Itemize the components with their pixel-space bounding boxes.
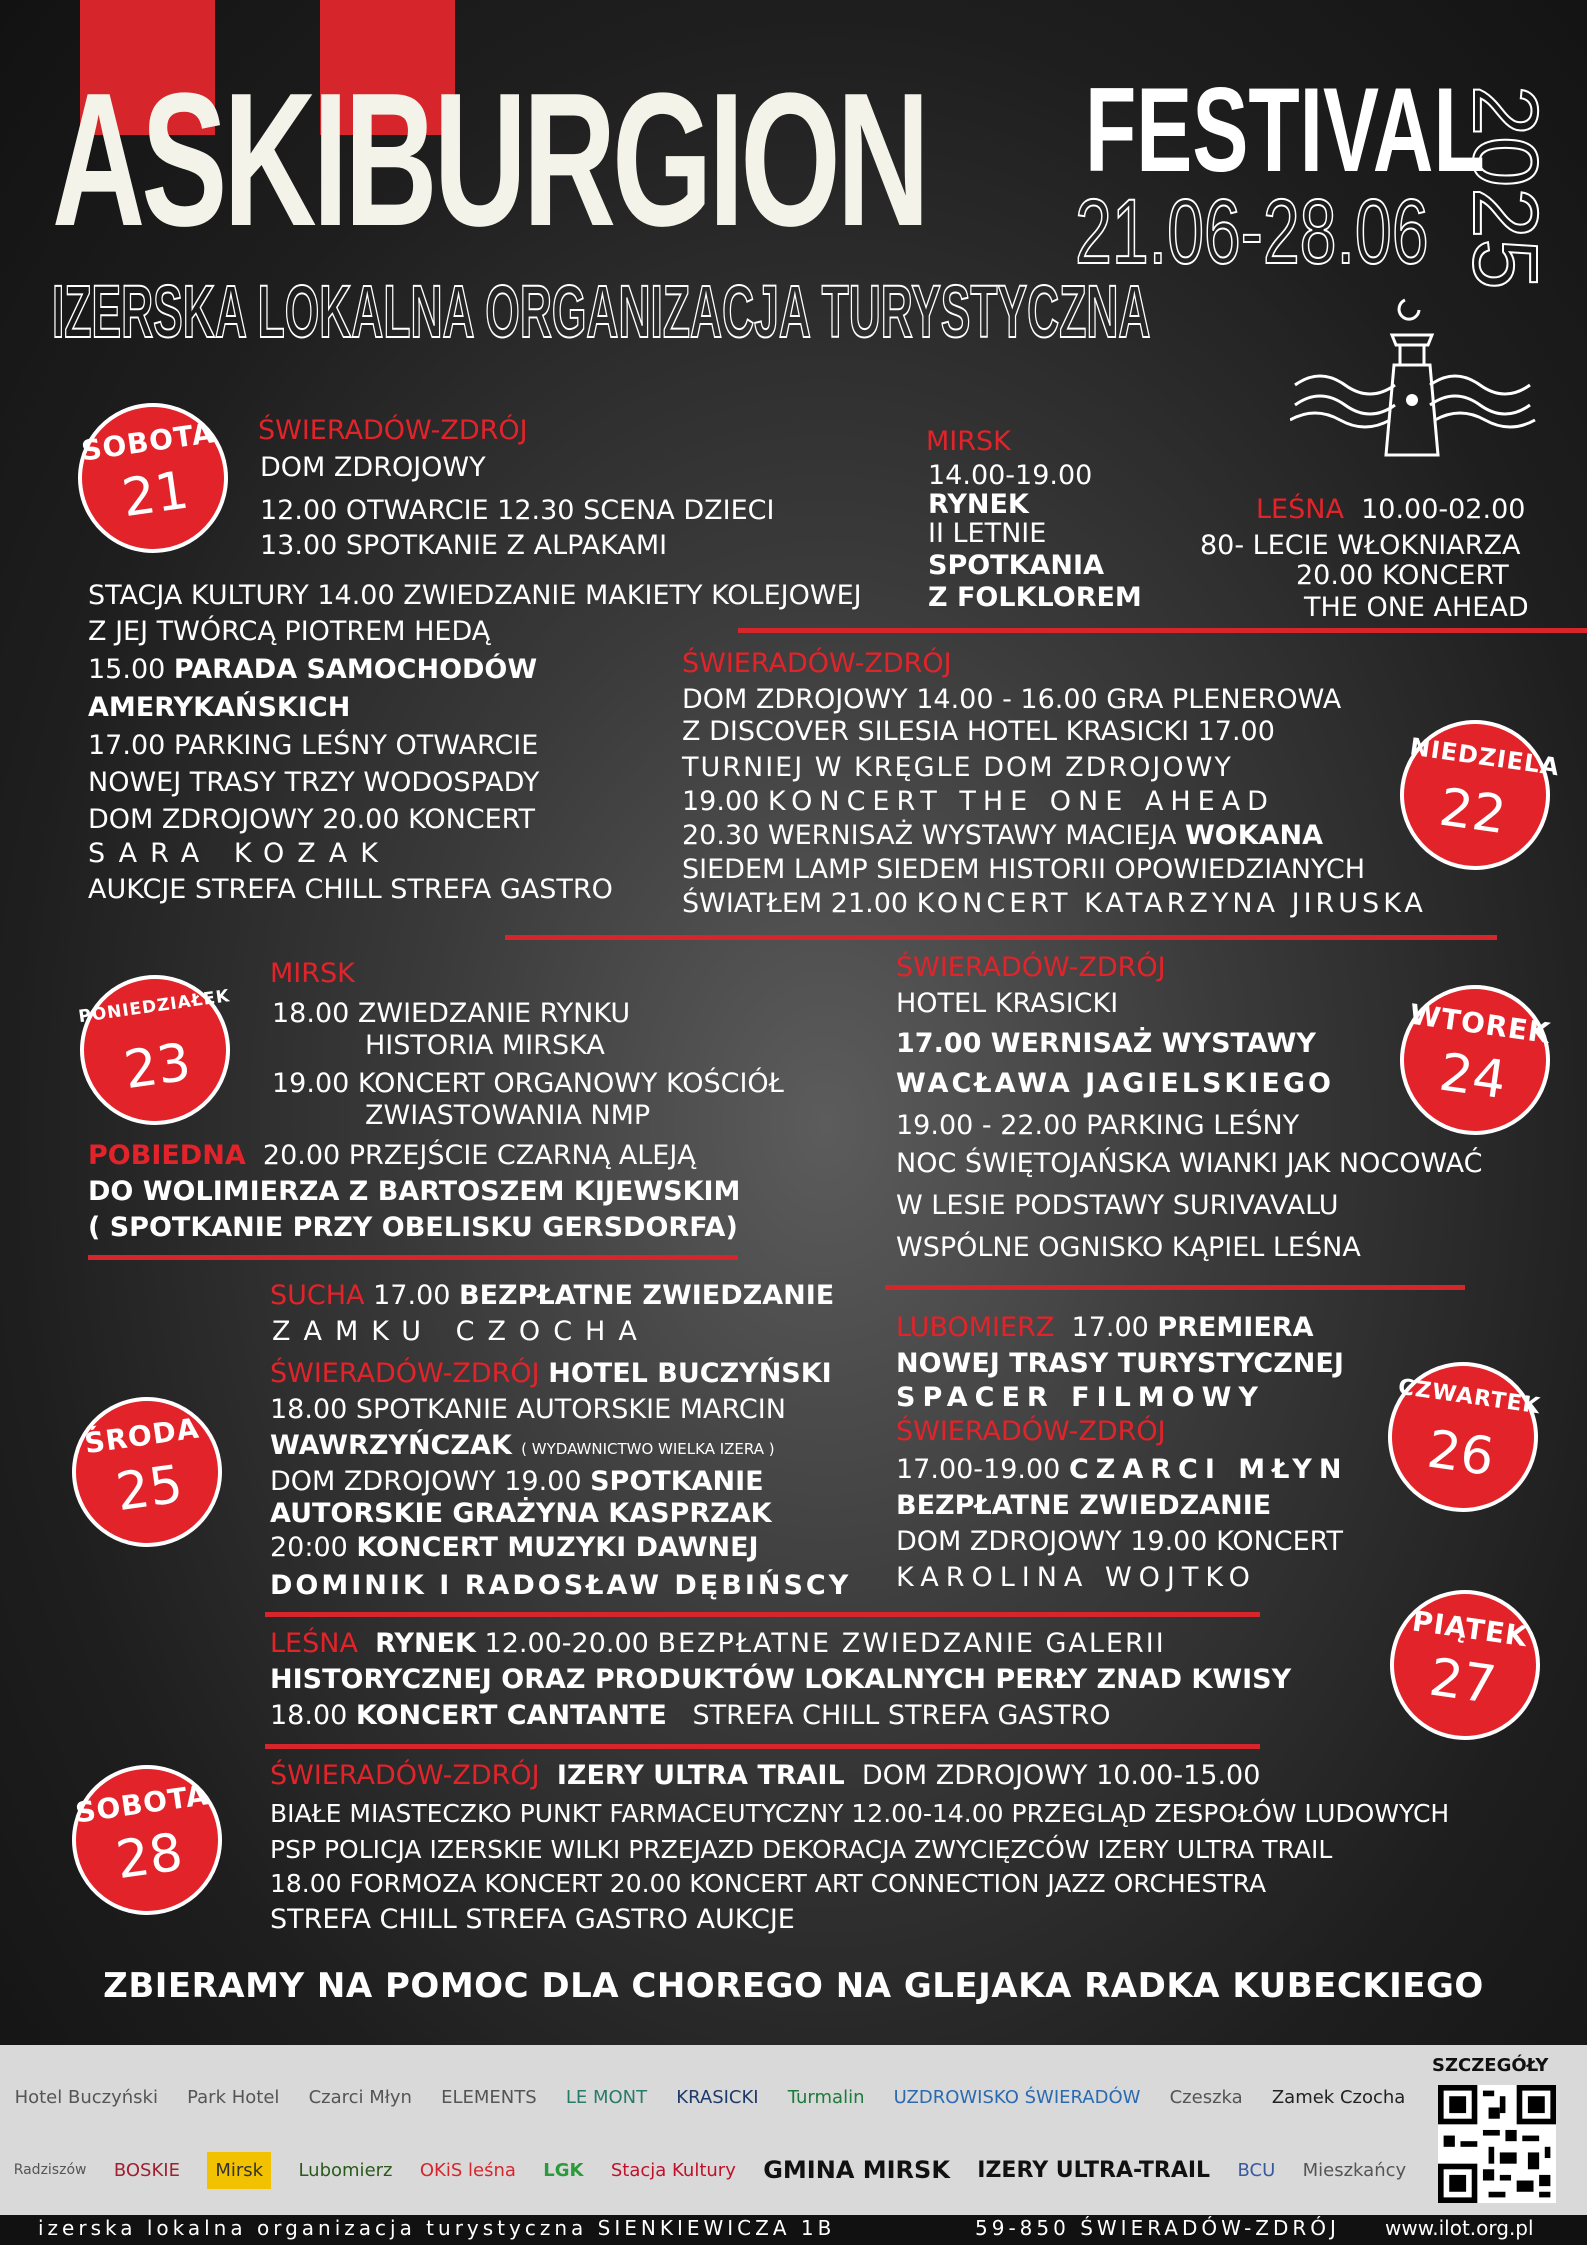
event-line: ZAMKU CZOCHA <box>272 1316 650 1347</box>
event-time: 12.00-20.00 <box>484 1628 649 1659</box>
event-line: DOM ZDROJOWY 14.00 - 16.00 GRA PLENEROWA <box>682 684 1342 715</box>
venue-label: ŚWIERADÓW-ZDRÓJ <box>896 1416 1166 1447</box>
sponsor-logo[interactable]: Czeszka <box>1169 2086 1243 2108</box>
sponsor-logo[interactable]: Radziszów <box>13 2162 87 2178</box>
badge-day: PIĄTEK <box>1410 1604 1530 1654</box>
event-line: WACŁAWA JAGIELSKIEGO <box>896 1068 1334 1099</box>
event-text: DOM ZDROJOWY 10.00-15.00 <box>861 1760 1261 1791</box>
separator-line <box>265 1612 1260 1617</box>
event-line: STACJA KULTURY 14.00 ZWIEDZANIE MAKIETY KOLEJOWEJ <box>88 580 862 611</box>
event-line: DO WOLIMIERZA Z BARTOSZEM KIJEWSKIM <box>88 1176 741 1207</box>
event-title: HOTEL BUCZYŃSKI <box>548 1358 832 1389</box>
event-line: 14.00-19.00 <box>928 460 1093 491</box>
event-line: HISTORIA MIRSKA <box>365 1030 605 1061</box>
event-line <box>270 1428 775 1467</box>
charity-appeal: ZBIERAMY NA POMOC DLA CHOREGO NA GLEJAKA RADKA KUBECKIEGO <box>103 1966 1484 2006</box>
event-title: KONCERT CANTANTE <box>355 1700 667 1731</box>
event-line: AUKCJE STREFA CHILL STREFA GASTRO <box>88 874 613 905</box>
event-line: 19.00 - 22.00 PARKING LEŚNY <box>896 1110 1300 1141</box>
event-line: 17.00 PARKING LEŚNY OTWARCIE <box>88 730 539 761</box>
event-line <box>270 1356 832 1392</box>
separator-line <box>505 935 1497 940</box>
event-note: ( WYDAWNICTWO WIELKA IZERA ) <box>521 1440 775 1458</box>
event-line <box>270 1698 1110 1734</box>
event-line: DOMINIK I RADOSŁAW DĘBIŃSCY <box>270 1570 852 1601</box>
sponsor-logo[interactable]: Lubomierz <box>298 2159 393 2181</box>
badge-num: 21 <box>118 460 193 530</box>
sponsor-logo[interactable]: GMINA MIRSK <box>763 2156 950 2184</box>
event-title: RYNEK <box>375 1628 476 1659</box>
badge-num: 25 <box>112 1454 187 1524</box>
event-line <box>896 1310 1313 1346</box>
event-title: BEZPŁATNE ZWIEDZANIE <box>459 1280 835 1311</box>
badge-num: 26 <box>1423 1419 1498 1489</box>
event-line: 13.00 SPOTKANIE Z ALPAKAMI <box>260 530 668 561</box>
festival-dates: 21.06-28.06 <box>1075 181 1429 283</box>
event-line: 17.00 WERNISAŻ WYSTAWY <box>896 1028 1316 1059</box>
venue-label: MIRSK <box>270 958 355 989</box>
footer-address: 59-850 ŚWIERADÓW-ZDRÓJ <box>975 2216 1340 2240</box>
separator-line <box>738 628 1587 633</box>
event-line <box>682 886 1427 922</box>
event-line <box>270 1626 1166 1662</box>
sponsor-row-1 <box>0 2067 1420 2127</box>
event-line <box>88 1138 696 1174</box>
event-line: WSPÓLNE OGNISKO KĄPIEL LEŚNA <box>896 1232 1361 1263</box>
event-line: II LETNIE <box>928 518 1047 549</box>
event-line <box>682 784 1275 820</box>
event-title: WOKANA <box>1184 820 1323 851</box>
event-line: 12.00 OTWARCIE 12.30 SCENA DZIECI <box>260 495 775 526</box>
sponsor-bar <box>0 2045 1587 2215</box>
event-line: NOC ŚWIĘTOJAŃSKA WIANKI JAK NOCOWAĆ <box>896 1148 1483 1179</box>
event-line: 80- LECIE WŁOKNIARZA <box>1200 530 1521 561</box>
sponsor-logo[interactable]: KRASICKI <box>676 2086 759 2108</box>
venue-label: POBIEDNA <box>88 1140 246 1171</box>
event-line <box>1256 492 1525 528</box>
event-time: 20:00 <box>270 1532 348 1563</box>
sponsor-logo[interactable]: IZERY ULTRA-TRAIL <box>977 2157 1211 2183</box>
badge-num: 23 <box>120 1032 195 1102</box>
footer-bar <box>0 2215 1587 2245</box>
event-line: KAROLINA WOJTKO <box>896 1562 1257 1593</box>
venue-label: ŚWIERADÓW-ZDRÓJ <box>258 415 528 446</box>
event-line: NOWEJ TRASY TRZY WODOSPADY <box>88 767 540 798</box>
festival-year: 2025 <box>1454 85 1556 290</box>
event-line: Z DISCOVER SILESIA HOTEL KRASICKI 17.00 <box>682 716 1275 747</box>
event-line: ZWIASTOWANIA NMP <box>365 1100 651 1131</box>
event-text: ŚWIATŁEM 21.00 <box>682 888 909 919</box>
badge-num: 27 <box>1425 1647 1500 1717</box>
badge-day: WTOREK <box>1407 997 1553 1051</box>
event-line <box>682 818 1323 854</box>
event-line: AUTORSKIE GRAŻYNA KASPRZAK <box>270 1498 772 1529</box>
event-title: WAWRZYŃCZAK <box>270 1430 512 1461</box>
qr-code-icon[interactable] <box>1438 2085 1556 2203</box>
badge-num: 22 <box>1435 777 1510 847</box>
event-title: SPOTKANIE <box>590 1466 764 1497</box>
event-line: BIAŁE MIASTECZKO PUNKT FARMACEUTYCZNY 12.00-14.00 PRZEGLĄD ZESPOŁÓW LUDOWYCH <box>270 1799 1450 1828</box>
event-title: PARADA SAMOCHODÓW <box>173 654 538 685</box>
sponsor-logo[interactable]: BOSKIE <box>113 2159 180 2181</box>
badge-num: 28 <box>112 1822 187 1892</box>
sponsor-logo[interactable]: Hotel Buczyński <box>14 2086 158 2108</box>
event-title: KONCERT THE ONE AHEAD <box>767 786 1275 817</box>
venue-label: ŚWIERADÓW-ZDRÓJ <box>896 952 1166 983</box>
event-line: SPOTKANIA <box>928 550 1104 581</box>
sponsor-logo[interactable]: Stacja Kultury <box>610 2159 736 2181</box>
event-line: NOWEJ TRASY TURYSTYCZNEJ <box>896 1348 1344 1379</box>
badge-day: CZWARTEK <box>1396 1374 1543 1420</box>
event-title: KONCERT MUZYKI DAWNEJ <box>356 1532 759 1563</box>
event-line: W LESIE PODSTAWY SURIVAVALU <box>896 1190 1339 1221</box>
sponsor-row-2 <box>0 2140 1420 2200</box>
event-line: STREFA CHILL STREFA GASTRO AUKCJE <box>270 1904 795 1935</box>
venue-label: SUCHA <box>270 1280 365 1311</box>
event-line <box>270 1530 759 1566</box>
badge-day: SOBOTA <box>73 1778 211 1830</box>
badge-day: ŚRODA <box>82 1411 202 1461</box>
sponsor-logo[interactable]: UZDROWISKO ŚWIERADÓW <box>893 2086 1141 2108</box>
venue-label: MIRSK <box>926 426 1011 457</box>
event-line: HOTEL KRASICKI <box>896 988 1119 1019</box>
event-line: 19.00 KONCERT ORGANOWY KOŚCIÓŁ <box>272 1068 784 1099</box>
event-line: DOM ZDROJOWY 20.00 KONCERT <box>88 804 535 835</box>
event-line: 18.00 SPOTKANIE AUTORSKIE MARCIN <box>270 1394 786 1425</box>
event-time: 15.00 <box>88 654 166 685</box>
event-time: 10.00-02.00 <box>1361 494 1526 525</box>
separator-line <box>88 1255 738 1260</box>
sponsor-logo[interactable]: LGK <box>543 2159 584 2181</box>
badge-day: PONIEDZIAŁEK <box>77 986 232 1028</box>
lighthouse-icon <box>1290 290 1540 460</box>
event-line: 20.00 KONCERT <box>1296 560 1509 591</box>
separator-line <box>885 1285 1465 1290</box>
event-line: PSP POLICJA IZERSKIE WILKI PRZEJAZD DEKORACJA ZWYCIĘZCÓW IZERY ULTRA TRAIL <box>270 1835 1333 1864</box>
sponsor-logo[interactable]: Czarci Młyn <box>308 2086 412 2108</box>
event-text: 20.00 PRZEJŚCIE CZARNĄ ALEJĄ <box>262 1140 696 1171</box>
event-line: BEZPŁATNE ZWIEDZANIE <box>896 1490 1272 1521</box>
event-title: PREMIERA <box>1157 1312 1314 1343</box>
sponsor-logo[interactable]: BCU <box>1237 2159 1276 2181</box>
event-line: THE ONE AHEAD <box>1304 592 1529 623</box>
event-title: CZARCI MŁYN <box>1068 1454 1349 1485</box>
event-line <box>270 1464 764 1500</box>
event-line: ( SPOTKANIE PRZY OBELISKU GERSDORFA) <box>88 1212 738 1243</box>
venue-label: ŚWIERADÓW-ZDRÓJ <box>270 1760 540 1791</box>
event-line: SPACER FILMOWY <box>896 1382 1265 1413</box>
venue-label: ŚWIERADÓW-ZDRÓJ <box>270 1358 540 1389</box>
event-text: DOM ZDROJOWY 19.00 <box>270 1466 582 1497</box>
event-line: Z JEJ TWÓRCĄ PIOTREM HEDĄ <box>88 616 491 647</box>
festival-word: FESTIVAL <box>1085 63 1485 197</box>
event-time: 18.00 <box>270 1700 348 1731</box>
event-line <box>270 1278 834 1314</box>
organizer-subtitle: IZERSKA LOKALNA ORGANIZACJA TURYSTYCZNA <box>52 270 1151 353</box>
sponsor-logo[interactable]: ELEMENTS <box>441 2086 537 2108</box>
sponsor-logo[interactable]: Park Hotel <box>187 2086 280 2108</box>
event-text: BEZPŁATNE ZWIEDZANIE GALERII <box>657 1628 1166 1659</box>
event-line: 18.00 ZWIEDZANIE RYNKU <box>272 998 631 1029</box>
footer-website-link[interactable]: www.ilot.org.pl <box>1385 2216 1534 2240</box>
event-time: 17.00 <box>1071 1312 1149 1343</box>
event-line: TURNIEJ W KRĘGLE DOM ZDROJOWY <box>682 752 1233 783</box>
event-line: RYNEK <box>928 489 1029 520</box>
event-time: 17.00-19.00 <box>896 1454 1061 1485</box>
event-line <box>270 1758 1260 1794</box>
event-line: AMERYKAŃSKICH <box>88 692 351 723</box>
event-line: SIEDEM LAMP SIEDEM HISTORII OPOWIEDZIANYCH <box>682 854 1366 885</box>
badge-day: NIEDZIELA <box>1408 732 1562 782</box>
event-text: 20.30 WERNISAŻ WYSTAWY MACIEJA <box>682 820 1177 851</box>
details-label: SZCZEGÓŁY <box>1432 2055 1549 2076</box>
footer-organization: izerska lokalna organizacja turystyczna SIENKIEWICZA 1B <box>38 2216 836 2240</box>
separator-line <box>265 1744 1260 1749</box>
event-line: 18.00 FORMOZA KONCERT 20.00 KONCERT ART CONNECTION JAZZ ORCHESTRA <box>270 1869 1267 1898</box>
sponsor-logo[interactable]: Turmalin <box>787 2086 865 2108</box>
venue-label: LUBOMIERZ <box>896 1312 1055 1343</box>
event-time: 19.00 <box>682 786 760 817</box>
sponsor-logo[interactable]: LE MONT <box>565 2086 648 2108</box>
sponsor-logo[interactable]: Zamek Czocha <box>1271 2086 1406 2108</box>
venue-label: LEŚNA <box>1256 494 1344 525</box>
event-line <box>88 652 537 688</box>
event-line: SARA KOZAK <box>88 838 391 869</box>
event-text: STREFA CHILL STREFA GASTRO <box>692 1700 1111 1731</box>
venue-label: LEŚNA <box>270 1628 358 1659</box>
sponsor-logo[interactable]: Mieszkańcy <box>1302 2159 1407 2181</box>
event-time: 17.00 <box>373 1280 451 1311</box>
event-line: HISTORYCZNEJ ORAZ PRODUKTÓW LOKALNYCH PERŁY ZNAD KWISY <box>270 1664 1292 1695</box>
event-title: IZERY ULTRA TRAIL <box>556 1760 845 1791</box>
sponsor-logo[interactable]: Mirsk <box>207 2152 271 2189</box>
festival-title: ASKIBURGION <box>52 54 926 266</box>
sponsor-logo[interactable]: OKiS leśna <box>419 2159 516 2181</box>
venue-label: ŚWIERADÓW-ZDRÓJ <box>682 648 952 679</box>
badge-num: 24 <box>1435 1042 1510 1112</box>
event-line: DOM ZDROJOWY 19.00 KONCERT <box>896 1526 1343 1557</box>
badge-day: SOBOTA <box>79 416 217 468</box>
event-line <box>896 1452 1348 1488</box>
event-line: DOM ZDROJOWY <box>260 452 486 483</box>
event-title: KONCERT KATARZYNA JIRUSKA <box>916 888 1427 919</box>
event-line: Z FOLKLOREM <box>928 582 1142 613</box>
